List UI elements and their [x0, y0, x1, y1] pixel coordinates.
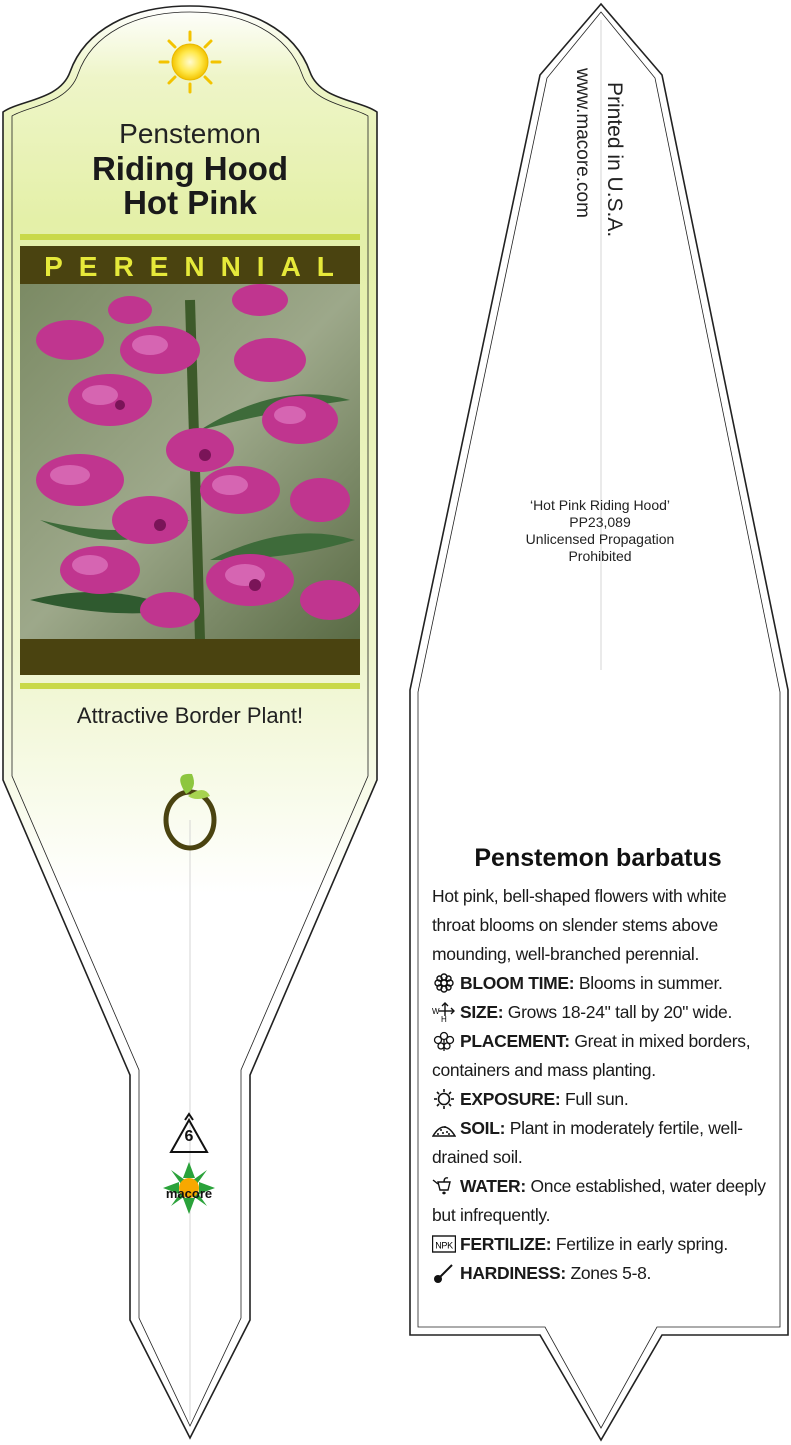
cultivar-name	[20, 152, 360, 220]
npk-icon	[432, 1234, 456, 1254]
soil-mound-icon	[432, 1118, 456, 1138]
tagline: Attractive Border Plant!	[76, 703, 304, 728]
spec-label: EXPOSURE:	[460, 1089, 561, 1109]
common-name: Penstemon	[119, 118, 261, 149]
spec-hardiness	[432, 1259, 772, 1288]
spec-label: FERTILIZE:	[460, 1234, 552, 1254]
spec-fertilize	[432, 1230, 772, 1259]
spec-value: Blooms in summer.	[578, 973, 723, 993]
spec-placement	[432, 1027, 772, 1085]
flower-photo	[20, 284, 360, 640]
spec-label: BLOOM TIME:	[460, 973, 575, 993]
sun-exposure-icon	[432, 1089, 456, 1109]
plant-info	[432, 882, 772, 1288]
size-arrows-icon	[432, 1002, 456, 1022]
spec-value: Plant in moderately fertile, well-drained soil.	[432, 1118, 743, 1167]
spec-label: WATER:	[460, 1176, 526, 1196]
spec-label: PLACEMENT:	[460, 1031, 570, 1051]
spec-value: Grows 18-24" tall by 20" wide.	[507, 1002, 733, 1022]
svg-text:H: H	[441, 1015, 447, 1022]
printed-in: Printed in U.S.A.	[603, 82, 626, 238]
category-label: PERENNIAL	[44, 251, 350, 282]
spec-soil	[432, 1114, 772, 1172]
spec-exposure	[432, 1085, 772, 1114]
species-name: Penstemon barbatus	[474, 844, 722, 872]
recycle-number: 6	[184, 1128, 194, 1145]
spec-label: HARDINESS:	[460, 1263, 566, 1283]
watering-can-icon	[432, 1176, 456, 1196]
spec-value: Once established, water deeply but infrequently.	[432, 1176, 766, 1225]
patent-line4: Prohibited	[568, 548, 632, 564]
description: Hot pink, bell-shaped flowers with white throat blooms on slender stems above mounding, well-branched perennial.	[432, 886, 727, 964]
spec-label: SIZE:	[460, 1002, 504, 1022]
svg-text:NPK: NPK	[435, 1240, 453, 1251]
spec-value: Great in mixed borders, containers and mass planting.	[432, 1031, 751, 1080]
website: www.macore.com	[572, 68, 593, 218]
spec-water	[432, 1172, 772, 1230]
spec-value: Full sun.	[564, 1089, 629, 1109]
brand-name: macore	[165, 1186, 213, 1201]
spec-bloom-time	[432, 969, 772, 998]
cultivar-line1: Riding Hood	[91, 150, 289, 187]
spec-value: Fertilize in early spring.	[555, 1234, 728, 1254]
cultivar-line2: Hot Pink	[123, 184, 257, 221]
spec-size	[432, 998, 772, 1027]
spec-label: SOIL:	[460, 1118, 506, 1138]
patent-name: ‘Hot Pink Riding Hood’	[529, 497, 671, 513]
svg-text:W: W	[432, 1007, 440, 1016]
thermometer-icon	[432, 1263, 456, 1283]
bloom-flower-icon	[432, 973, 456, 993]
patent-notice	[440, 497, 760, 565]
spec-value: Zones 5-8.	[570, 1263, 652, 1283]
sun-icon	[160, 32, 220, 92]
patent-line3: Unlicensed Propagation	[525, 531, 675, 547]
placement-plant-icon	[432, 1031, 456, 1051]
patent-number: PP23,089	[569, 514, 631, 530]
